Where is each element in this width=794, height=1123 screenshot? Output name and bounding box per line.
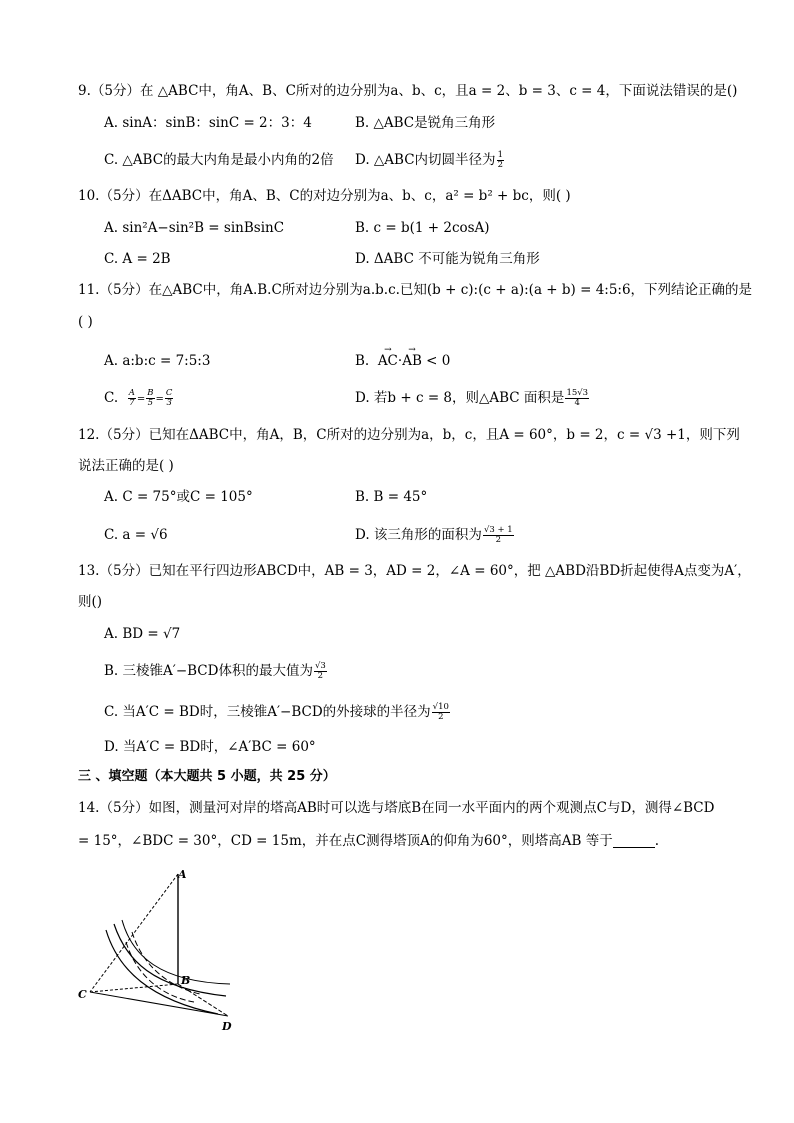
q13-option-c <box>104 703 451 722</box>
q13-score: （5分） <box>99 563 149 579</box>
q13-option-d: D. 当A′C = BD时，∠A′BC = 60° <box>104 739 316 755</box>
q10-score: （5分） <box>99 188 149 204</box>
q11-option-d-fraction <box>565 389 589 408</box>
label-a: A <box>178 868 187 881</box>
q9-option-d-fraction <box>497 151 504 170</box>
label-d: D <box>222 1020 232 1033</box>
q11-vector-ac: → AC <box>378 352 398 370</box>
q12-stem-cont: 说法正确的是( ) <box>78 458 174 474</box>
q10-option-d: D. ΔABC 不可能为锐角三角形 <box>355 251 540 267</box>
q9-number: 9. <box>78 83 91 99</box>
q11-fraction-c-num: C <box>165 388 173 398</box>
label-b: B <box>181 974 191 987</box>
q9-score: （5分） <box>90 83 140 99</box>
q12-option-d-text: D. 该三角形的面积为 <box>355 527 482 543</box>
q13-option-b-text: B. 三棱锥A′−BCD体积的最大值为 <box>104 663 313 679</box>
q9-option-d <box>355 151 505 170</box>
q11-number: 11. <box>78 282 100 298</box>
q12-option-c: C. a = √6 <box>104 527 168 543</box>
q12-stem <box>78 426 740 444</box>
tower-figure <box>70 860 260 1040</box>
q9-stem <box>78 82 737 100</box>
q11-fraction-a-den: 7 <box>129 398 135 408</box>
q11-fraction-b-num: B <box>147 388 154 398</box>
q13-option-b <box>104 662 328 681</box>
q11-fraction-b <box>146 389 154 408</box>
q10-option-c: C. A = 2B <box>104 251 171 267</box>
q11-option-c <box>104 389 174 409</box>
q11-option-c-label: C. <box>104 390 119 406</box>
section-heading: 三 、填空题（本大题共 5 小题，共 25 分） <box>78 769 336 784</box>
q9-option-d-numerator: 1 <box>497 150 503 160</box>
q9-option-c: C. △ABC的最大内角是最小内角的2倍 <box>104 152 334 168</box>
q12-option-a: A. C = 75°或C = 105° <box>104 489 253 505</box>
q13-option-c-numerator: √10 <box>432 702 449 712</box>
q9-option-a: A. sinA：sinB：sinC = 2：3：4 <box>104 115 312 131</box>
q14-number: 14. <box>78 800 100 816</box>
q14-text: 如图，测量河对岸的塔高AB时可以选与塔底B在同一水平面内的两个观测点C与D，测得∠BCD <box>148 800 715 816</box>
line-cd <box>90 992 228 1016</box>
q11-stem-cont: ( ) <box>78 314 93 330</box>
q12-text: 已知在ΔABC中，角A，B，C所对的边分别为a，b，c，且A = 60°，b = 2，c = √3 +1，则下列 <box>148 427 740 443</box>
line-cb <box>90 984 178 992</box>
line-ac <box>90 874 178 992</box>
q10-option-a: A. sin²A−sin²B = sinBsinC <box>104 220 285 236</box>
q12-option-b: B. B = 45° <box>355 489 428 505</box>
q12-option-d <box>355 526 515 545</box>
q9-text: 在 △ABC中，角A、B、C所对的边分别为a、b、c，且a = 2、b = 3、c = 4，下面说法错误的是() <box>139 83 738 99</box>
q12-number: 12. <box>78 427 100 443</box>
q13-option-c-denominator: 2 <box>438 712 444 722</box>
q11-fraction-a <box>128 389 136 408</box>
q13-text: 已知在平行四边形ABCD中，AB = 3，AD = 2，∠A = 60°，把 △ABD沿BD折起使得A点变为A′， <box>148 563 751 579</box>
q14-period: . <box>654 833 660 849</box>
q11-option-a: A. a:b:c = 7:5:3 <box>104 353 211 369</box>
q11-fraction-c <box>165 389 174 408</box>
q13-stem-cont: 则() <box>78 594 103 610</box>
q11-option-d <box>355 389 590 408</box>
q10-number: 10. <box>78 188 100 204</box>
q13-stem <box>78 562 751 580</box>
q10-text: 在ΔABC中，角A、B、C的对边分别为a、b、c，a² = b² + bc，则( ) <box>148 188 571 204</box>
q13-number: 13. <box>78 563 100 579</box>
q9-option-b: B. △ABC是锐角三角形 <box>355 115 496 131</box>
q11-option-d-denominator: 4 <box>574 398 580 408</box>
q12-option-d-numerator: √3 + 1 <box>483 525 513 535</box>
river-dashed-2 <box>126 942 194 1002</box>
q13-option-a: A. BD = √7 <box>104 626 181 642</box>
q14-score: （5分） <box>99 800 149 816</box>
q14-stem-cont <box>78 832 659 850</box>
q11-fraction-b-den: 5 <box>147 398 154 408</box>
q13-option-c-fraction <box>432 703 450 722</box>
q11-eq-1: = <box>136 394 146 405</box>
q11-fraction-a-num: A <box>128 388 135 398</box>
q12-option-d-fraction <box>483 526 514 545</box>
q13-option-c-text: C. 当A′C = BD时，三棱锥A′−BCD的外接球的半径为 <box>104 704 431 720</box>
q9-option-d-text: D. △ABC内切圆半径为 <box>355 152 496 168</box>
q14-stem <box>78 799 714 817</box>
q12-score: （5分） <box>99 427 149 443</box>
q11-text: 在△ABC中，角A.B.C所对边分别为a.b.c.已知(b + c):(c + a):(a + b) = 4:5:6，下列结论正确的是 <box>148 282 753 298</box>
q11-option-b <box>355 352 450 370</box>
river-bank-mid <box>122 920 230 984</box>
q13-option-b-numerator: √3 <box>314 661 326 671</box>
q11-fraction-c-den: 3 <box>166 398 172 408</box>
q11-dot: · <box>397 353 403 369</box>
q11-option-b-label: B. <box>355 353 370 369</box>
label-c: C <box>78 988 87 1001</box>
q14-text-cont: = 15°，∠BDC = 30°，CD = 15m，并在点C测得塔顶A的仰角为60°，则塔高AB 等于 <box>78 833 613 849</box>
q10-option-b: B. c = b(1 + 2cosA) <box>355 220 490 236</box>
q11-score: （5分） <box>99 282 149 298</box>
q11-vector-ab: → AB <box>402 352 422 370</box>
q13-option-b-fraction <box>314 662 327 681</box>
q10-stem <box>78 187 571 205</box>
q11-eq-2: = <box>155 394 164 405</box>
q11-option-b-rest: < 0 <box>426 353 451 369</box>
q11-option-d-text: D. 若b + c = 8，则△ABC 面积是 <box>355 390 565 406</box>
q13-option-b-denominator: 2 <box>317 671 324 681</box>
q9-option-d-denominator: 2 <box>497 160 503 170</box>
q11-option-d-numerator: 15√3 <box>566 388 589 398</box>
q12-option-d-denominator: 2 <box>495 535 502 545</box>
answer-blank <box>613 833 655 848</box>
q11-stem <box>78 281 752 299</box>
